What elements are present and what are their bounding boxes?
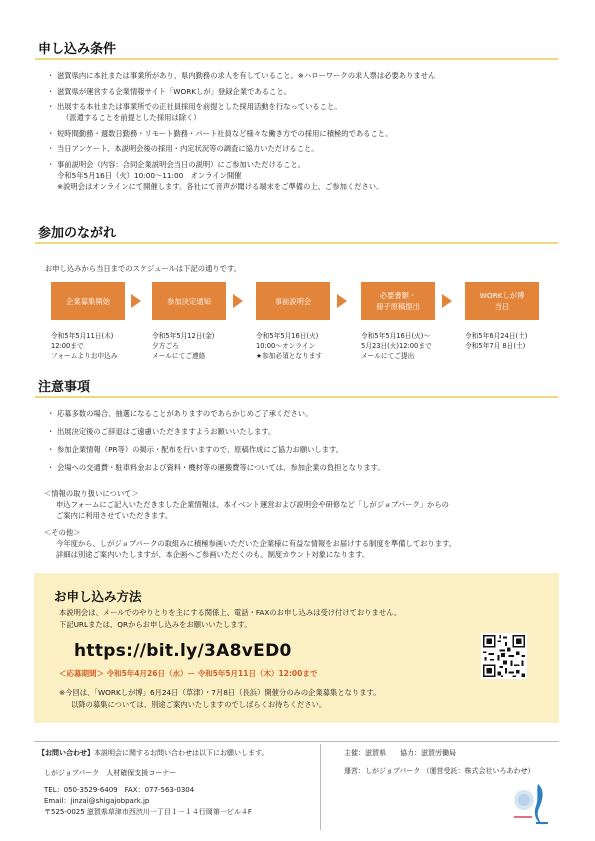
conditions-divider (35, 58, 558, 60)
apply-title: お申し込み方法 (54, 589, 142, 604)
apply-text: 本説明会は、メールでのやりとりを主にする関係上、電話・FAXのお申し込みは受け付けておりません。 下記URLまたは、QRからお申し込みをお願いいたします。 (59, 608, 402, 629)
flow-arrow-icon (131, 294, 141, 308)
flow-intro: お申し込みから当日までのスケジュールは下記の通りです。 (45, 264, 241, 273)
condition-item: ・ 事前説明会（内容：合同企業説明会当日の説明）にご参加いただけること。 令和5年5月16日（火）10:00～11:00 オンライン開催 ※説明会はオンラインにて開催します。各社にて音声が聞ける端末をご準備の上、ご参加ください。 (47, 159, 567, 192)
footer-divider (34, 741, 559, 742)
flow-arrow-icon (337, 294, 347, 308)
organizer-text: 主催：滋賀県 協力：滋賀労働局 (344, 749, 456, 757)
condition-item: ・ 出展する本社または事業所での正社員採用を前提とした採用活動を行なっていること。 （派遣することを前提とした採用は除く） (47, 101, 567, 123)
flow-step-1: 企業募集開始 (51, 282, 125, 320)
notes-divider (35, 396, 558, 398)
other-text: 今年度から、しがジョブパークの取組みに積極参画いただいた企業様に有益な情報をお届けする制度を準備しております。 詳細は別途ご案内いたしますが、本企画へご参画いただくのも、制度カウント対象になります。 (56, 539, 457, 559)
flow-title: 参加のながれ (38, 226, 117, 241)
apply-panel (34, 573, 559, 723)
qr-code-icon[interactable] (481, 633, 527, 679)
note-item: ・ 参加企業情報（PR等）の掲示・配布を行いますので、原稿作成にご協力お願いします。 (47, 444, 567, 455)
note-item: ・ 会場への交通費・駐車料金および資料・機材等の運搬費等については、参加企業の負担となります。 (47, 462, 567, 473)
flow-divider (35, 242, 558, 244)
contact-details: しがジョブパーク 人材確保支援コーナー TEL：050-3529-6409 FAX：077-563-0304 Email：jinzai@shigajobpark.jp 〒525-0025 滋賀県草津市西渋川一丁目１－１４行岡第一ビル４F (44, 769, 252, 816)
other-block (44, 527, 564, 560)
privacy-heading: ＜情報の取り扱いについて＞ (44, 489, 139, 498)
condition-item: ・ 当日アンケート、本説明会後の採用・内定状況等の調査に協力いただけること。 (47, 143, 567, 154)
condition-item: ・ 滋賀県が運営する企業情報サイト「WORKしが」登録企業であること。 (47, 86, 567, 97)
note-item: ・ 応募多数の場合、抽選になることがありますのであらかじめご了承ください。 (47, 408, 567, 419)
contact-email-link[interactable]: Email：jinzai@shigajobpark.jp (44, 797, 150, 805)
conditions-title: 申し込み条件 (38, 42, 117, 57)
condition-item: ・ 短時間勤務・週数日勤務・リモート勤務・パート社員など様々な働き方での採用に積極的であること。 (47, 128, 567, 139)
shiga-logo-icon (512, 778, 552, 828)
flow-step-3: 事前説明会 (256, 282, 330, 320)
flow-step-2-desc: 令和5年5月12日(金) 夕方ごろ メールにてご連絡 (152, 332, 215, 360)
privacy-text: 申込フォームにご記入いただきました企業情報は、本イベント運営および説明会や研修など「しがジョブパーク」からの ご案内に利用させていただきます。 (56, 500, 449, 520)
flow-step-4: 必要書類・ 冊子原稿提出 (361, 282, 435, 320)
privacy-block (44, 488, 564, 521)
apply-note: ※今回は、「WORKしが博」6月24日（草津）・7月8日（長浜）開催分のみの企業募集となります。 以降の募集については、別途ご案内いたしますのでしばらくお待ちください。 (59, 688, 381, 709)
contact-heading: 【お問い合わせ】本説明会に関するお問い合わせは以下にお願いします。 (38, 749, 269, 757)
conditions-list (47, 70, 567, 197)
operator-text: 運営：しがジョブパーク （運営受託：株式会社いろあわせ） (344, 767, 535, 775)
flow-arrow-icon (442, 294, 452, 308)
note-item: ・ 出展決定後のご辞退はご遠慮いただきますようお願いいたします。 (47, 426, 567, 437)
other-heading: ＜その他＞ (44, 528, 81, 537)
apply-period: ＜応募期間＞ 令和5年4月26日（水）ー 令和5年5月11日（木）12:00まで (59, 669, 318, 678)
notes-list (47, 408, 567, 478)
flow-step-3-desc: 令和5年5月16日(火) 10:00～オンライン ★参加必須となります (256, 332, 323, 360)
flow-step-5: WORKしが博 当日 (465, 282, 539, 320)
condition-item: ・ 滋賀県内に本社または事業所があり、県内勤務の求人を有していること。※ハローワークの求人票は必要ありません (47, 70, 567, 81)
flow-step-1-desc: 令和5年5月11日(木) 12:00まで フォームよりお申込み (51, 332, 118, 360)
flow-step-4-desc: 令和5年5月16日(火)～ 5月23日(火)12:00まで メールにてご提出 (361, 332, 432, 360)
flow-step-2: 参加決定通知 (152, 282, 226, 320)
apply-url-link[interactable]: https://bit.ly/3A8vED0 (74, 641, 292, 661)
flow-arrow-icon (233, 294, 243, 308)
notes-title: 注意事項 (38, 380, 91, 395)
footer-separator (320, 744, 321, 830)
flow-step-5-desc: 令和5年6月24日(土) 令和5年7月 8日(土) (465, 332, 528, 350)
